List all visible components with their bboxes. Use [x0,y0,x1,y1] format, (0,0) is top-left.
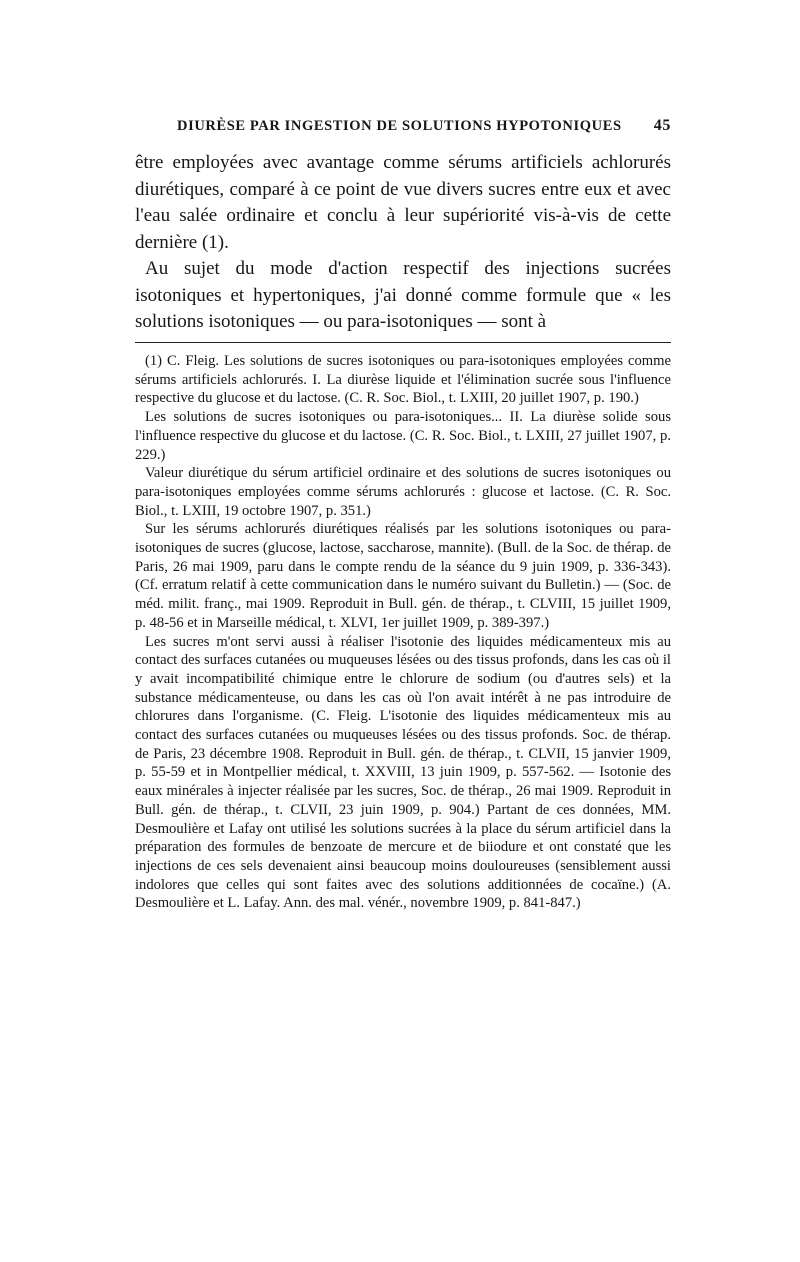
body-paragraph-1: être employées avec avantage comme sérums artificiels achlorurés diurétiques, comparé à ce point de vue divers sucres entre eux et avec l'eau salée ordinaire et conclu à leur supériorité vis-à-vis de cette dernière (1). [135,152,671,253]
footnote-1: (1) C. Fleig. Les solutions de sucres isotoniques ou para-isotoniques employées comme sérums artificiels achlorurés. I. La diurèse liquide et l'élimination sucrée sous l'influence respective du glucose et du lactose. (C. R. Soc. Biol., t. LXIII, 20 juillet 1907, p. 190.) [135,353,671,407]
running-title: DIURÈSE PAR INGESTION DE SOLUTIONS HYPOTONIQUES [177,118,622,134]
footnote-2: Les solutions de sucres isotoniques ou para-isotoniques... II. La diurèse solide sous l'influence respective du glucose et du lactose. (C. R. Soc. Biol., t. LXIII, 27 juillet 1907, p. 229.) [135,409,671,463]
main-text [135,150,671,336]
page-number: 45 [653,117,671,134]
body-paragraph-2: Au sujet du mode d'action respectif des injections sucrées isotoniques et hypertoniques, j'ai donné comme formule que « les solutions isotoniques — ou para-isotoniques — sont à [135,258,671,332]
footnote-5: Les sucres m'ont servi aussi à réaliser l'isotonie des liquides médicamenteux mis au contact des surfaces cutanées ou muqueuses lésées ou des tissus profonds, dans les cas où il y avait incompatibilité chimique entre le chlorure de sodium (ou d'autres sels) et la substance médicamenteuse, ou dans les cas où l'on avait intérêt à ne pas introduire de chlorures dans l'organisme. (C. Fleig. L'isotonie des liquides médicamenteux mis au contact des surfaces cutanées ou muqueuses lésées ou des tissus profonds. Soc. de thérap. de Paris, 23 décembre 1908. Reproduit in Bull. gén. de thérap., t. CLVII, 15 janvier 1909, p. 55-59 et in Montpellier médical, t. XXVIII, 13 juin 1909, p. 557-562. — Isotonie des eaux minérales à injecter réalisée par les sucres, Soc. de thérap., 26 mai 1909. Reproduit in Bull. gén. de thérap., t. CLVII, 23 juin 1909, p. 904.) Partant de ces données, MM. Desmoulière et Lafay ont utilisé les solutions sucrées à la place du sérum artificiel dans la préparation des formules de benzoate de mercure et de biiodure et ont constaté que les injections de ces sels devenaient ainsi beaucoup moins douloureuses (sensiblement aussi indolores que celles qui sont faites avec des solutions additionnées de cocaïne.) (A. Desmoulière et L. Lafay. Ann. des mal. vénér., novembre 1909, p. 841-847.) [135,633,671,912]
footnote-4: Sur les sérums achlorurés diurétiques réalisés par les solutions isotoniques ou para-isotoniques de sucres (glucose, lactose, saccharose, mannite). (Bull. de la Soc. de thérap. de Paris, 26 mai 1909, paru dans le compte rendu de la séance du 9 juin 1909, p. 336-343). (Cf. erratum relatif à cette communication dans le numéro suivant du Bulletin.) — (Soc. de méd. milit. franç., mai 1909. Reproduit in Bull. gén. de thérap., t. CLVIII, 15 juillet 1909, p. 48-56 et in Marseille médical, t. XLVI, 1er juillet 1909, p. 389-397.) [135,521,671,631]
footnote-3: Valeur diurétique du sérum artificiel ordinaire et des solutions de sucres isotoniques ou para-isotoniques employées comme sérums achlorurés : glucose et lactose. (C. R. Soc. Biol., t. LXIII, 19 octobre 1907, p. 351.) [135,465,671,519]
footnote-separator [135,342,671,343]
page-header [135,118,671,138]
footnotes [135,352,671,913]
